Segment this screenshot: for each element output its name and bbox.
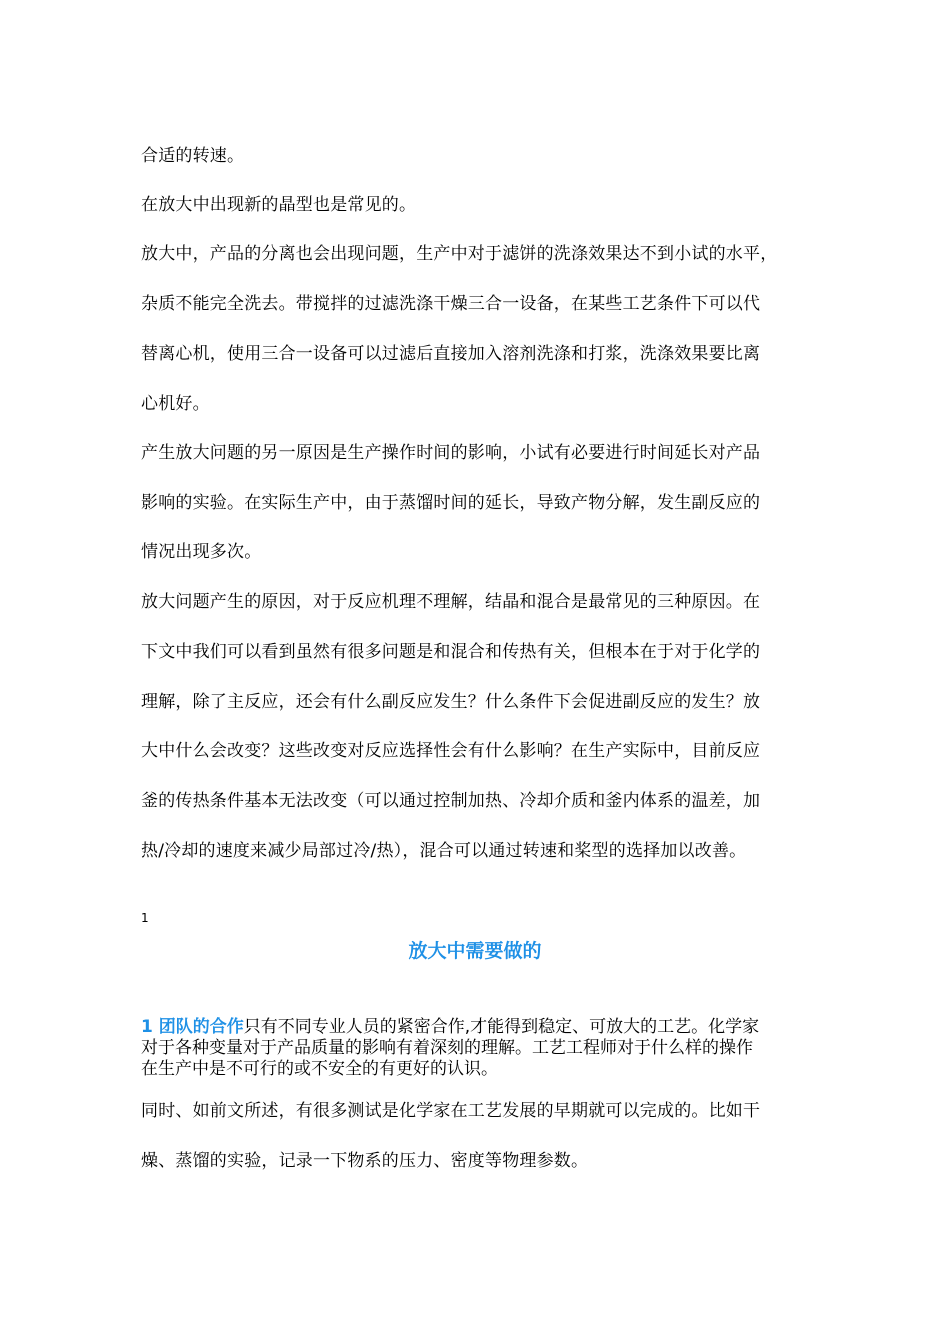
body-line: 同时、如前文所述，有很多测试是化学家在工艺发展的早期就可以完成的。比如干 bbox=[141, 1101, 761, 1121]
body-line: 产生放大问题的另一原因是生产操作时间的影响，小试有必要进行时间延长对产品 bbox=[141, 443, 761, 463]
body-line: 大中什么会改变？这些改变对反应选择性会有什么影响？在生产实际中，目前反应 bbox=[141, 741, 761, 761]
body-line: 放大中，产品的分离也会出现问题，生产中对于滤饼的洗涤效果达不到小试的水平， bbox=[141, 244, 778, 264]
body-line: 在放大中出现新的晶型也是常见的。 bbox=[141, 195, 417, 215]
body-line: 杂质不能完全洗去。带搅拌的过滤洗涤干燥三合一设备，在某些工艺条件下可以代 bbox=[141, 294, 761, 314]
team-lead: 1 团队的合作 bbox=[141, 1017, 244, 1037]
body-line: 替离心机，使用三合一设备可以过滤后直接加入溶剂洗涤和打浆，洗涤效果要比离 bbox=[141, 344, 761, 364]
page-number: 1 bbox=[141, 911, 149, 925]
body-line: 心机好。 bbox=[141, 394, 210, 414]
team-line bbox=[141, 1017, 759, 1038]
team-line: 对于各种变量对于产品质量的影响有着深刻的理解。工艺工程师对于什么样的操作 bbox=[141, 1038, 753, 1058]
body-line: 情况出现多次。 bbox=[141, 542, 262, 562]
body-line: 放大问题产生的原因，对于反应机理不理解，结晶和混合是最常见的三种原因。在 bbox=[141, 592, 761, 612]
body-line: 合适的转速。 bbox=[141, 146, 245, 166]
body-line: 理解，除了主反应，还会有什么副反应发生？什么条件下会促进副反应的发生？放 bbox=[141, 692, 761, 712]
body-line: 影响的实验。在实际生产中，由于蒸馏时间的延长，导致产物分解，发生副反应的 bbox=[141, 493, 761, 513]
body-line: 下文中我们可以看到虽然有很多问题是和混合和传热有关，但根本在于对于化学的 bbox=[141, 642, 761, 662]
body-line: 燥、蒸馏的实验，记录一下物系的压力、密度等物理参数。 bbox=[141, 1151, 589, 1171]
body-line: 釜的传热条件基本无法改变（可以通过控制加热、冷却介质和釜内体系的温差，加 bbox=[141, 791, 761, 811]
team-line-text: 只有不同专业人员的紧密合作,才能得到稳定、可放大的工艺。化学家 bbox=[243, 1017, 760, 1037]
team-line: 在生产中是不可行的或不安全的有更好的认识。 bbox=[141, 1059, 498, 1079]
section-heading: 放大中需要做的 bbox=[408, 940, 542, 962]
body-line: 热/冷却的速度来减少局部过冷/热），混合可以通过转速和桨型的选择加以改善。 bbox=[141, 841, 747, 861]
